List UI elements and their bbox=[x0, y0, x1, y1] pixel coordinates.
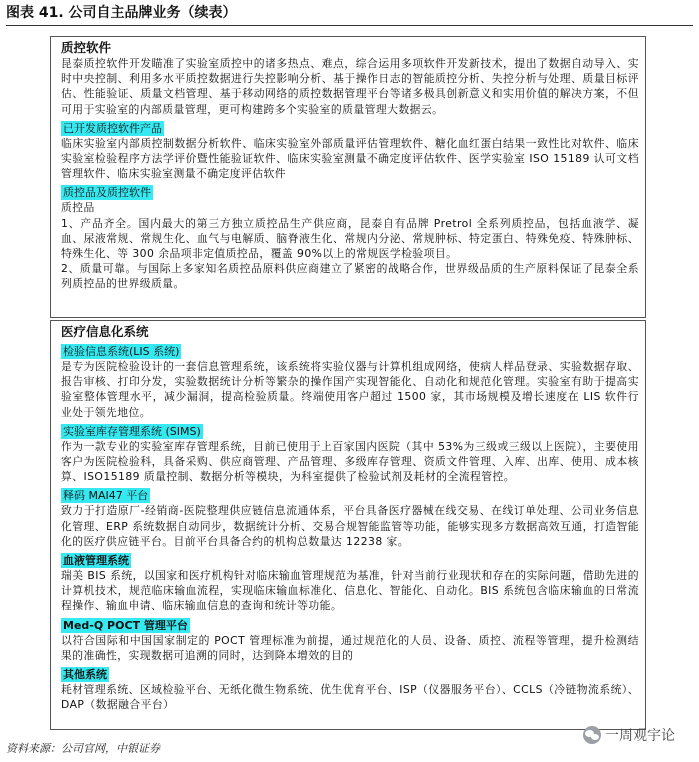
figure-title: 图表 41. 公司自主品牌业务（续表） bbox=[6, 3, 693, 26]
qc-materials-heading: 质控品及质控软件 bbox=[63, 186, 151, 200]
wechat-watermark bbox=[583, 723, 675, 747]
source-note: 资料来源：公司官网，中银证券 bbox=[6, 742, 160, 755]
poct-heading: Med-Q POCT 管理平台 bbox=[63, 618, 188, 632]
qc-products-heading: 已开发质控软件产品 bbox=[63, 121, 162, 135]
watermark-text: 一周观宇论 bbox=[605, 728, 675, 744]
sims-heading: 实验室库存管理系统 (SIMS) bbox=[63, 424, 201, 438]
blood-mgmt-text: 瑞美 BIS 系统，以国家和医疗机构针对临床输血管理规范为基准，针对当前行业现状和存在的实际问题，借助先进的计算机技术，规范临床输血流程，实现临床输血标准化、信息化、智能化、自动化。BIS 系统包含临床输血的日常流程操作、输血申请、临床输血信息的查询和统计等功能。 bbox=[61, 569, 639, 613]
qc-software-panel bbox=[50, 36, 646, 318]
qc-materials-item-1: 1、产品齐全。国内最大的第三方独立质控品生产供应商，昆泰自有品牌 Pretrol 全系列质控品，包括血液学、凝血、尿液常规、常规生化、血气与电解质、脑脊液生化、常规内分泌、常规肿标、特定蛋白、特殊免疫、特殊肿标、特殊生化、等 300 余品项非定值质控品，覆盖 90%以上的常规医学检验项目。 bbox=[61, 216, 639, 261]
qc-materials-item-2: 2、质量可靠。与国际上多家知名质控品原料供应商建立了紧密的战略合作，世界级品质的生产原料保证了昆泰全系列质控品的世界级质量。 bbox=[61, 262, 639, 291]
lis-heading: 检验信息系统(LIS 系统) bbox=[63, 345, 180, 358]
sims-text: 作为一款专业的实验室库存管理系统，目前已使用于上百家国内医院（其中 53%为三级或三级以上医院），主要使用客户为医院检验科，具备采购、供应商管理、产品管理、多级库存管理、资质文件管理、入库、出库、使用、成本核算、ISO15189 质量控制、数据分析等模块，为科室提供了检验试剂及耗材的全流程管控。 bbox=[61, 439, 639, 484]
blood-mgmt-heading: 血液管理系统 bbox=[63, 554, 129, 568]
medical-it-title: 医疗信息化系统 bbox=[61, 324, 149, 339]
qc-products-text: 临床实验室内部质控制数据分析软件、临床实验室外部质量评估管理软件、糖化血红蛋白结果一致性比对软件、临床实验室检验程序方法学评价暨性能验证软件、临床实验室测量不确定度评估软件、医学实验室 ISO 15189 认可文档管理软件、临床实验室测量不确定度评估软件 bbox=[61, 136, 639, 181]
qc-software-intro: 昆泰质控软件开发瞄准了实验室质控中的诸多热点、难点，综合运用多项软件开发新技术，提出了数据自动导入、实时中央控制、利用多水平质控数据进行失控影响分析、基于操作日志的智能质控分析、失控分析与处理、质量目标评估、性能验证、质量文档管理、基于移动网络的质控数据管理平台等诸多极具创新意义和实用价值的解决方案，不但可用于实验室的内部质量管理，更可构建跨多个实验室的质量管理大数据云。 bbox=[61, 57, 639, 116]
mai47-heading: 释码 MAI47 平台 bbox=[63, 489, 149, 503]
other-systems-text: 耗材管理系统、区域检验平台、无纸化微生物系统、优生优育平台、ISP（仪器服务平台）、CCLS（冷链物流系统）、DAP（数据融合平台） bbox=[61, 683, 639, 712]
lis-text: 是专为医院检验设计的一套信息管理系统，该系统将实验仪器与计算机组成网络，使病人样品登录、实验数据存取、报告审核、打印分发，实验数据统计分析等繁杂的操作国产实现智能化、自动化和规范化管理。实验室有助于提高实验室整体管理水平，减少漏洞，提高检验质量。终端使用客户超过 1500 家，其市场规模及增长速度在 LIS 软件行业处于领先地位。 bbox=[61, 360, 639, 419]
poct-text: 以符合国际和中国国家制定的 POCT 管理标准为前提，通过规范化的人员、设备、质控、流程等管理，提升检测结果的准确性，实现数据可追溯的同时，达到降本增效的目的 bbox=[61, 633, 639, 662]
mai47-text: 致力于打造原厂-经销商-医院整理供应链信息流通体系，平台具备医疗器械在线交易、在线订单处理、公司业务信息化管理、ERP 系统数据自动同步，数据统计分析、交易合规智能监管等功能，能够实现多方数据高效互通，打造智能化的医疗供应链平台。目前平台具备合约的机构总数量达 12238 家。 bbox=[61, 504, 639, 548]
other-systems-heading: 其他系统 bbox=[63, 668, 107, 682]
qc-materials-label: 质控品 bbox=[61, 201, 95, 215]
wechat-icon bbox=[583, 726, 601, 744]
qc-software-title: 质控软件 bbox=[61, 40, 112, 55]
medical-it-panel bbox=[50, 320, 646, 730]
